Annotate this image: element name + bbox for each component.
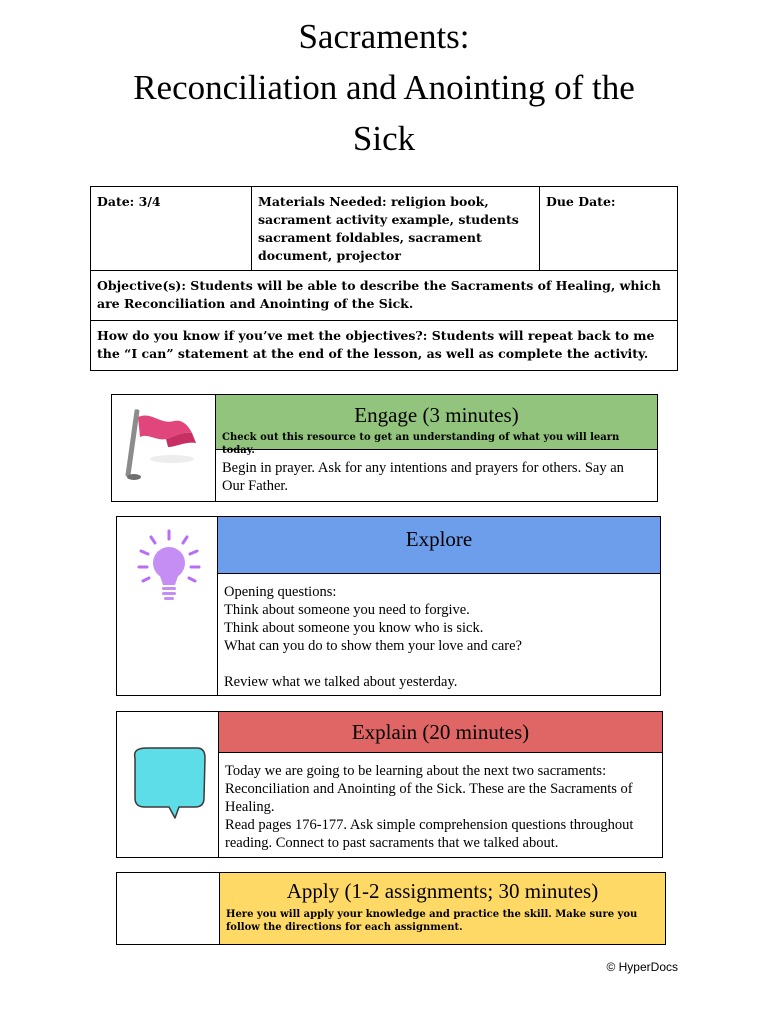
explain-body	[225, 762, 654, 852]
explain-card	[116, 711, 663, 858]
explain-header	[219, 712, 662, 753]
page-title-line-1: Sacraments:	[298, 17, 470, 56]
engage-icon-box	[112, 395, 216, 501]
copyright-footer: © HyperDocs	[606, 960, 678, 974]
explore-body	[224, 583, 652, 691]
assessment-cell: How do you know if you’ve met the objectives?: Students will repeat back to me the “I can” statement at the end of the lesson, as well as complete the activity.	[91, 321, 678, 371]
flag-icon	[112, 395, 215, 501]
lesson-info-table	[90, 186, 678, 371]
lightbulb-icon	[117, 517, 217, 695]
apply-icon-box	[117, 873, 220, 944]
objectives-cell: Objective(s): Students will be able to describe the Sacraments of Healing, which are Reconciliation and Anointing of the Sick.	[91, 271, 678, 321]
engage-subtitle: Check out this resource to get an understanding of what you will learn today.	[222, 432, 620, 456]
engage-title: Engage (3 minutes)	[354, 403, 519, 427]
explain-paragraph: Today we are going to be learning about the next two sacraments: Reconciliation and Anointing of the Sick. These are the Sacraments of Healing.	[225, 763, 633, 815]
apply-subtitle: Here you will apply your knowledge and practice the skill. Make sure you follow the directions for each assignment.	[226, 909, 638, 933]
page-title-line-2: Reconciliation and Anointing of the	[133, 68, 635, 107]
materials-cell: Materials Needed: religion book, sacrament activity example, students sacrament foldables, sacrament document, projector	[252, 187, 540, 271]
engage-header	[216, 395, 657, 456]
explain-title: Explain (20 minutes)	[351, 720, 530, 744]
engage-card	[111, 394, 658, 502]
apply-card	[116, 872, 666, 945]
page-title-line-3: Sick	[352, 119, 416, 158]
due-date-cell: Due Date:	[540, 187, 678, 271]
explore-title: Explore	[405, 527, 473, 551]
explore-line: Think about someone you know who is sick.	[224, 620, 484, 636]
explore-line: Think about someone you need to forgive.	[224, 602, 470, 618]
explore-card	[116, 516, 661, 696]
engage-body: Begin in prayer. Ask for any intentions and prayers for others. Say an Our Father.	[222, 460, 624, 494]
explore-header	[218, 517, 660, 574]
apply-title: Apply (1-2 assignments; 30 minutes)	[286, 879, 599, 903]
explore-line: Review what we talked about yesterday.	[224, 674, 458, 690]
explore-line-spacer	[224, 655, 652, 673]
date-cell: Date: 3/4	[91, 187, 252, 271]
explore-icon-box	[117, 517, 218, 695]
explore-line: What can you do to show them your love and care?	[224, 638, 522, 654]
speech-bubble-icon	[117, 712, 218, 857]
explore-line: Opening questions:	[224, 584, 337, 600]
apply-header	[220, 873, 665, 944]
explain-icon-box	[117, 712, 219, 857]
explain-paragraph: Read pages 176-177. Ask simple comprehension questions throughout reading. Connect to past sacraments that we talked about.	[225, 817, 634, 851]
